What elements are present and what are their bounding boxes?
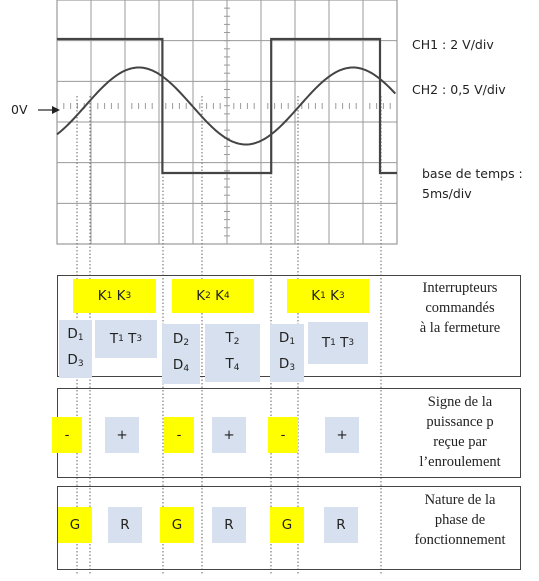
phase-cell: R [108,507,142,543]
oscilloscope-grid [57,0,397,244]
power-sign-cell: + [212,417,246,453]
timebase-value: 5ms/div [422,186,472,201]
phase-cell: R [212,507,246,543]
phase-cell: G [58,507,92,543]
phase-cell: R [324,507,358,543]
conducting-cell: T 1 T 3 [95,320,157,358]
command-cell: K 2 K 4 [172,279,254,313]
power-sign-cell: + [105,417,139,453]
command-cell: K 1 K 3 [73,279,156,313]
power-sign-cell: + [325,417,359,453]
ch1-caption: CH1 : 2 V/div [412,37,494,52]
power-sign-cell: - [268,417,298,453]
timebase-caption: base de temps : [422,166,523,181]
phase-cell: G [160,507,194,543]
power-sign-cell: - [164,417,194,453]
phase-cell: G [270,507,304,543]
conducting-cell: T 1 T 3 [308,322,368,364]
conducting-cell: $T_2$ $T_4$ [205,324,260,382]
ch2-caption: CH2 : 0,5 V/div [412,82,506,97]
power-sign-cell: - [52,417,82,453]
conducting-cell: $D_1$ $D_3$ [59,320,92,378]
conducting-cell: $D_1$ $D_3$ [270,324,304,382]
power-row-label: Signe de la puissance p reçue par l’enroulement [419,394,501,470]
command-cell: K 1 K 3 [287,279,369,313]
switches-row-label: Interrupteurs commandés à la fermeture [419,280,501,336]
conducting-cell: $D_2$ $D_4$ [162,324,200,384]
zero-label: 0V [11,102,28,117]
phase-row-label: Nature de la phase de fonctionnement [414,492,506,548]
